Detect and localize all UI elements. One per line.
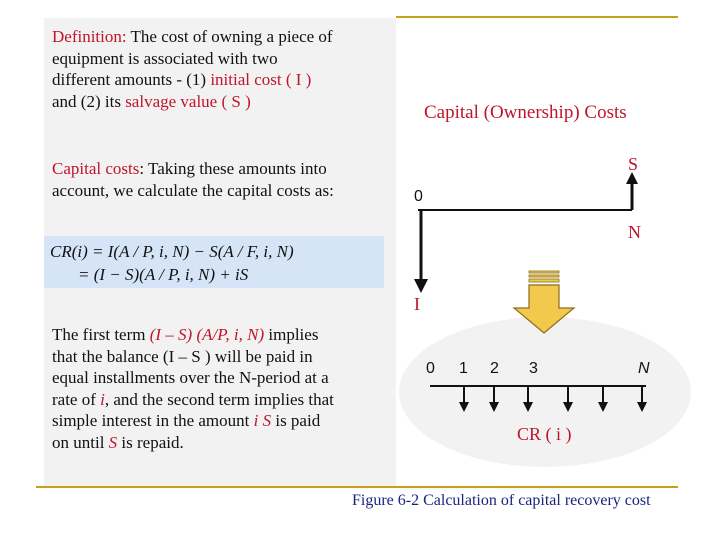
explanation-text: that the balance (I – S ) will be paid in: [52, 346, 313, 366]
capital-costs-text: : Taking these amounts into: [139, 159, 327, 178]
capital-costs-text: account, we calculate the capital costs as:: [52, 180, 334, 200]
label-salvage-s: S: [628, 154, 639, 174]
tick-label: 0: [426, 360, 435, 377]
definition-text: equipment is associated with two: [52, 48, 278, 68]
tick-label: 2: [490, 360, 499, 377]
formula-line-1: CR(i) = I(A / P, i, N) − S(A / F, i, N): [50, 242, 294, 261]
explanation-text: simple interest in the amount: [52, 411, 254, 430]
tick-label: 3: [529, 360, 538, 377]
explanation-text: implies: [264, 325, 319, 344]
salvage-symbol: S: [108, 432, 118, 452]
capital-recovery-arrows: [459, 386, 647, 412]
tick-label: N: [638, 360, 650, 377]
label-top-n: N: [628, 222, 641, 242]
formula-line-2: = (I − S)(A / P, i, N) + iS: [78, 265, 249, 284]
explanation-text: is paid: [271, 411, 321, 430]
simple-interest-term: i S: [253, 411, 272, 430]
explanation-text: equal installments over the N-period at a: [52, 368, 329, 387]
diagram-title: Capital (Ownership) Costs: [424, 102, 627, 123]
explanation-text: The first term: [52, 325, 150, 344]
label-capital-recovery: CR ( i ): [517, 424, 572, 444]
figure-caption: Figure 6-2 Calculation of capital recovery cost: [352, 492, 651, 509]
label-top-zero: 0: [414, 188, 423, 205]
definition-text: and (2) its: [52, 91, 126, 111]
capital-costs-label: Capital costs: [52, 159, 140, 178]
first-term: (I – S) (A/P, i, N): [149, 325, 265, 344]
definition-text: The cost of owning a piece of: [126, 27, 333, 46]
tick-label: 1: [459, 360, 468, 377]
initial-cost-term: initial cost ( I ): [210, 70, 312, 89]
salvage-value-term: salvage value ( S ): [125, 91, 251, 111]
definition-text: different amounts - (1): [52, 70, 211, 89]
explanation-text: , and the second term implies that: [104, 389, 334, 409]
explanation-text: rate of: [52, 389, 101, 409]
initial-cost-arrow-head: [414, 279, 428, 293]
interest-rate-symbol: i: [100, 389, 105, 409]
definition-label: Definition:: [52, 27, 127, 46]
transform-arrow-icon: [514, 271, 574, 333]
label-initial-i: I: [414, 294, 420, 314]
explanation-text: on until: [52, 432, 109, 452]
explanation-text: is repaid.: [117, 432, 184, 452]
